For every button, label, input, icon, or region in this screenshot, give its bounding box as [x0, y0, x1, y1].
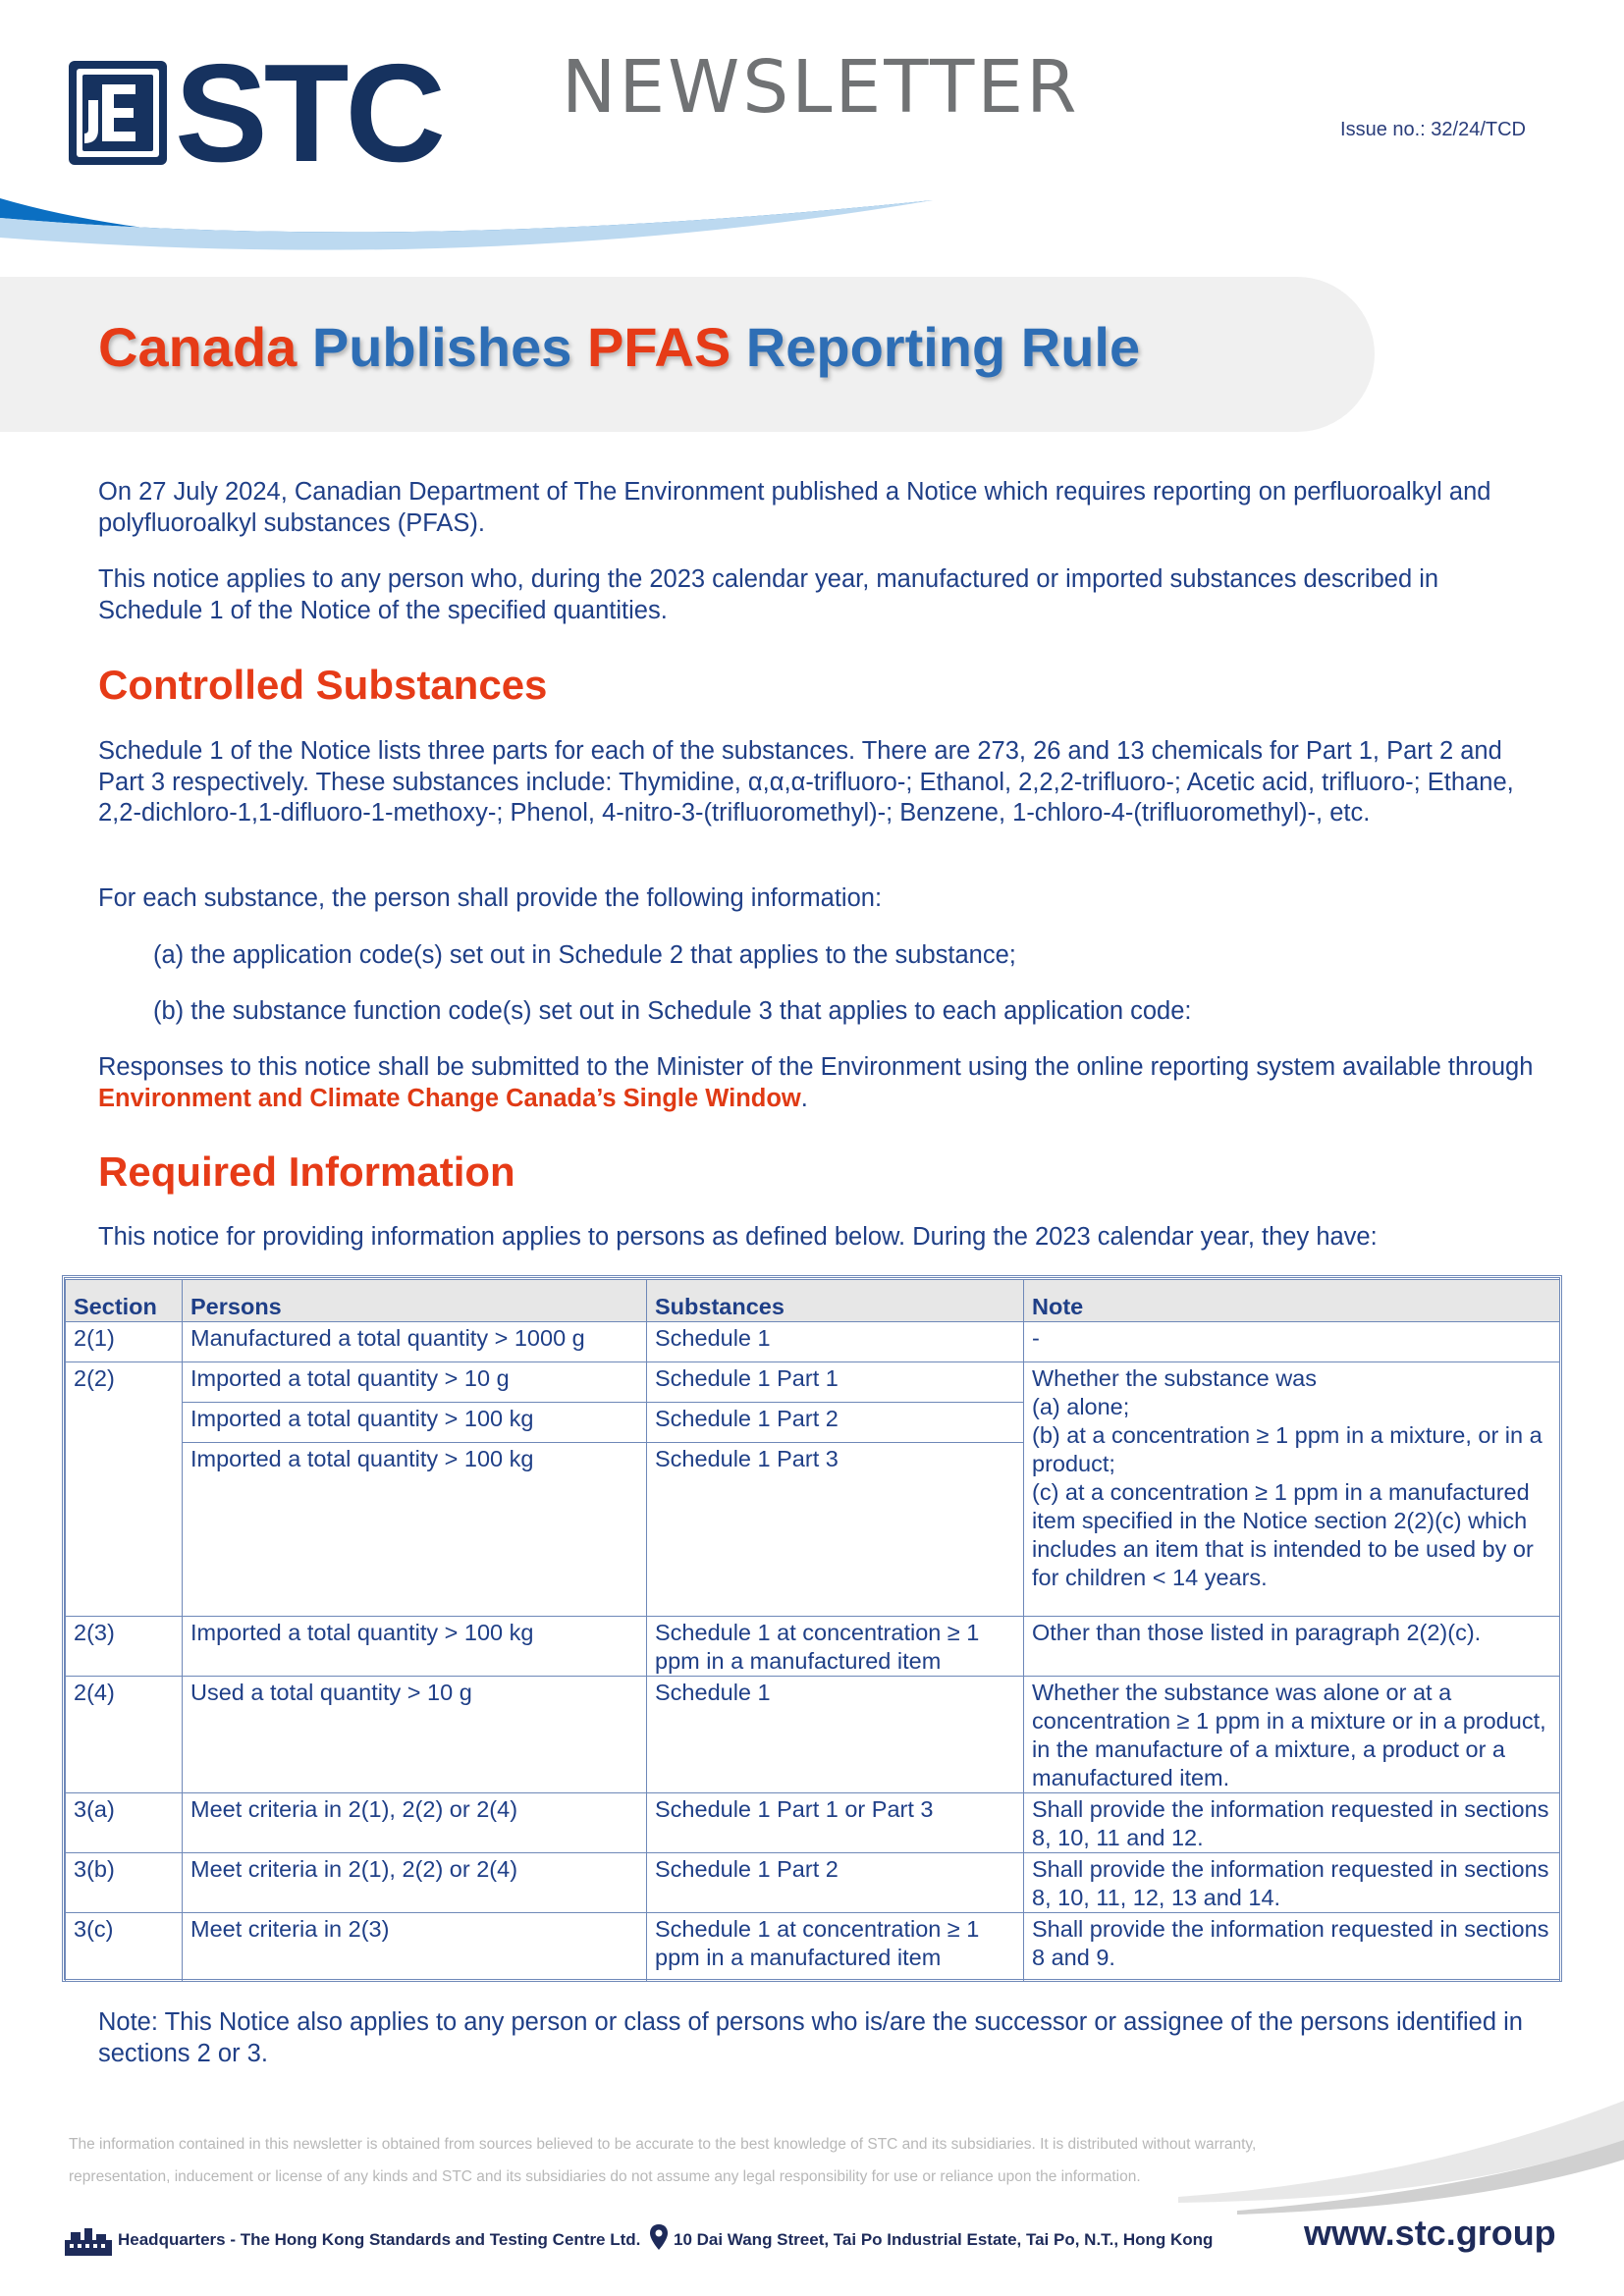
table-row — [66, 1853, 1560, 1913]
required-paragraph: This notice for providing information applies to persons as defined below. During the 2023 calendar year, they have: — [98, 1223, 1378, 1251]
controlled-paragraph-3 — [98, 1052, 1542, 1114]
cell-note: Whether the substance was (a) alone; (b) at a concentration ≥ 1 ppm in a mixture, or in a product; (c) at a concentration ≥ 1 ppm in a manufactured item specified in the Notice section 2(2)(c) which includes an item that is intended to be used by or for children < 14 years. — [1024, 1362, 1560, 1617]
cell-note: Shall provide the information requested in sections 8, 10, 11, 12, 13 and 14. — [1024, 1853, 1560, 1913]
page-title — [98, 314, 1140, 380]
header-section: Section — [66, 1280, 183, 1322]
cell-persons: Used a total quantity > 10 g — [183, 1677, 647, 1793]
cell-note: Whether the substance was alone or at a concentration ≥ 1 ppm in a mixture or in a product, in the manufacture of a mixture, a product or a manufactured item. — [1024, 1677, 1560, 1793]
table-header-row — [66, 1280, 1560, 1322]
table-row — [66, 1793, 1560, 1853]
requirements-table — [65, 1279, 1560, 1982]
cell-note: Other than those listed in paragraph 2(2)(c). — [1024, 1617, 1560, 1677]
intro-paragraph-1: On 27 July 2024, Canadian Department of The Environment published a Notice which requires reporting on perfluoroalkyl and polyfluoroalkyl substances (PFAS). — [98, 478, 1491, 537]
cell-substances: Schedule 1 — [647, 1677, 1024, 1793]
cell-persons: Imported a total quantity > 100 kg — [183, 1403, 647, 1443]
table-row — [66, 1322, 1560, 1362]
cell-persons: Meet criteria in 2(1), 2(2) or 2(4) — [183, 1853, 647, 1913]
newsletter-label: NEWSLETTER — [562, 45, 1080, 130]
location-pin-icon — [650, 2224, 668, 2250]
title-word-canada: Canada — [98, 316, 298, 378]
website-link[interactable]: www.stc.group — [1304, 2213, 1556, 2253]
cell-section: 3(c) — [66, 1913, 183, 1982]
cell-persons: Meet criteria in 2(1), 2(2) or 2(4) — [183, 1793, 647, 1853]
stc-logo-icon — [69, 61, 167, 165]
cell-persons: Manufactured a total quantity > 1000 g — [183, 1322, 647, 1362]
required-information-heading: Required Information — [98, 1148, 515, 1195]
stc-logo — [69, 61, 461, 167]
issue-number: Issue no.: 32/24/TCD — [1340, 119, 1526, 140]
header-substances: Substances — [647, 1280, 1024, 1322]
single-window-link[interactable]: Environment and Climate Change Canada’s Single Window — [98, 1084, 801, 1112]
intro-paragraph-2: This notice applies to any person who, during the 2023 calendar year, manufactured or imported substances described in Schedule 1 of the Notice of the specified quantities. — [98, 565, 1439, 624]
controlled-substances-heading: Controlled Substances — [98, 662, 548, 708]
cell-persons: Imported a total quantity > 10 g — [183, 1362, 647, 1403]
cell-substances: Schedule 1 Part 1 or Part 3 — [647, 1793, 1024, 1853]
table-row — [66, 1362, 1560, 1403]
cell-substances: Schedule 1 at concentration ≥ 1 ppm in a manufactured item — [647, 1617, 1024, 1677]
cell-substances: Schedule 1 Part 3 — [647, 1443, 1024, 1617]
title-word-reporting-rule: Reporting Rule — [745, 316, 1141, 378]
list-item-a: (a) the application code(s) set out in Schedule 2 that applies to the substance; — [153, 941, 1016, 969]
cell-section: 2(2) — [66, 1362, 183, 1617]
cell-section: 2(1) — [66, 1322, 183, 1362]
cell-persons: Imported a total quantity > 100 kg — [183, 1443, 647, 1617]
list-item-b: (b) the substance function code(s) set out in Schedule 3 that applies to each application code: — [153, 997, 1192, 1025]
title-word-publishes: Publishes — [311, 316, 572, 378]
cell-persons: Imported a total quantity > 100 kg — [183, 1617, 647, 1677]
cell-note: Shall provide the information requested in sections 8 and 9. — [1024, 1913, 1560, 1982]
cell-section: 2(4) — [66, 1677, 183, 1793]
table-row — [66, 1617, 1560, 1677]
cell-section: 2(3) — [66, 1617, 183, 1677]
disclaimer: The information contained in this newsletter is obtained from sources believed to be accurate to the best knowledge of STC and its subsidiaries. It is distributed without warranty, representation, inducement or license of any kinds and STC and its subsidiaries do not assume any legal responsibility for use or reliance upon the information. — [69, 2136, 1257, 2185]
table-row — [66, 1913, 1560, 1982]
cell-substances: Schedule 1 Part 2 — [647, 1853, 1024, 1913]
headquarters-label: Headquarters - The Hong Kong Standards and Testing Centre Ltd. — [118, 2230, 641, 2249]
table-row — [66, 1677, 1560, 1793]
cell-section: 3(a) — [66, 1793, 183, 1853]
cell-section: 3(b) — [66, 1853, 183, 1913]
controlled-paragraph-2: For each substance, the person shall provide the following information: — [98, 884, 883, 912]
cell-note: Shall provide the information requested in sections 8, 10, 11 and 12. — [1024, 1793, 1560, 1853]
controlled-paragraph-1: Schedule 1 of the Notice lists three parts for each of the substances. There are 273, 26 and 13 chemicals for Part 1, Part 2 and Part 3 respectively. These substances include: Thymidine, α,α,α-trifluoro-; Ethanol, 2,2,2-trifluoro-; Acetic acid, trifluoro-; Ethane, 2,2-dichloro-1,1-difluoro-1-methoxy-; Phenol, 4-nitro-3-(trifluoromethyl)-; Benzene, 1-chloro-4-(trifluoromethyl)-, etc. — [98, 737, 1514, 827]
header-persons: Persons — [183, 1280, 647, 1322]
cell-substances: Schedule 1 Part 2 — [647, 1403, 1024, 1443]
cell-note: - — [1024, 1322, 1560, 1362]
responses-text-end: . — [800, 1084, 808, 1112]
cell-substances: Schedule 1 — [647, 1322, 1024, 1362]
title-word-pfas: PFAS — [586, 316, 731, 378]
building-icon — [65, 2228, 112, 2256]
cell-substances: Schedule 1 at concentration ≥ 1 ppm in a manufactured item — [647, 1913, 1024, 1982]
header-note: Note — [1024, 1280, 1560, 1322]
cell-persons: Meet criteria in 2(3) — [183, 1913, 647, 1982]
cell-substances: Schedule 1 Part 1 — [647, 1362, 1024, 1403]
address: 10 Dai Wang Street, Tai Po Industrial Estate, Tai Po, N.T., Hong Kong — [674, 2230, 1214, 2249]
closing-note: Note: This Notice also applies to any person or class of persons who is/are the successor or assignee of the persons identified in sections 2 or 3. — [98, 2008, 1523, 2067]
logo-text: STC — [175, 61, 442, 167]
responses-text: Responses to this notice shall be submitted to the Minister of the Environment using the online reporting system available through — [98, 1053, 1534, 1081]
